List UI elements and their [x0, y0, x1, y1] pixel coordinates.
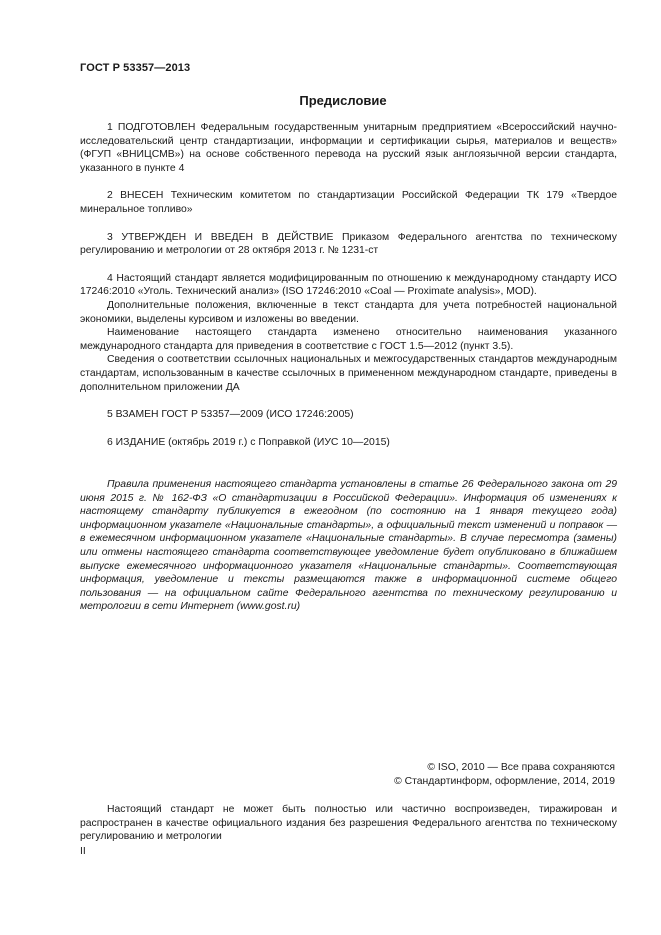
- foreword-paragraph: 2 ВНЕСЕН Техническим комитетом по стандартизации Российской Федерации ТК 179 «Твердое минеральное топливо»: [80, 190, 617, 215]
- reproduction-notice: Настоящий стандарт не может быть полностью или частично воспроизведен, тиражирован и распространен в качестве официального издания без разрешения Федерального агентства по техническому регулированию и метрологии: [80, 804, 617, 843]
- foreword-paragraph: Наименование настоящего стандарта изменено относительно наименования указанного международного стандарта для приведения в соответствие с ГОСТ 1.5—2012 (пункт 3.5).: [80, 327, 617, 352]
- copyright-block: [394, 761, 615, 789]
- foreword-paragraph: Сведения о соответствии ссылочных национальных и межгосударственных стандартов международным стандартам, использованным в качестве ссылочных в примененном международном стандарте, приведены в дополнительном приложении ДА: [80, 354, 617, 393]
- foreword-paragraph: 1 ПОДГОТОВЛЕН Федеральным государственным унитарным предприятием «Всероссийский научно-исследовательский центр стандартизации, информации и сертификации сырья, материалов и веществ» (ФГУП «ВНИЦСМВ») на основе собственного перевода на русский язык англоязычной версии стандарта, указанного в пункте 4: [80, 122, 617, 174]
- foreword-body: [80, 121, 617, 449]
- application-rules-notice: Правила применения настоящего стандарта установлены в статье 26 Федерального закона от 29 июня 2015 г. № 162-ФЗ «О стандартизации в Российской Федерации». Информация об изменениях к настоящему стандарту публикуется в ежегодном (по состоянию на 1 января текущего года) информационном указателе «Национальные стандарты», а официальный текст изменений и поправок — в ежемесячном информационном указателе «Национальные стандарты». В случае пересмотра (замены) или отмены настоящего стандарта соответствующее уведомление будет опубликовано в ближайшем выпуске ежемесячного информационного указателя «Национальные стандарты». Соответствующая информация, уведомление и тексты размещаются также в информационной системе общего пользования — на официальном сайте Федерального агентства по техническому регулированию и метрологии в сети Интернет (www.gost.ru): [80, 479, 617, 613]
- page-title: Предисловие: [299, 93, 387, 108]
- foreword-paragraph: Дополнительные положения, включенные в текст стандарта для учета потребностей национальной экономики, выделены курсивом и изложены во введении.: [80, 299, 617, 325]
- copyright-line: © ISO, 2010 — Все права сохраняются: [427, 762, 615, 773]
- foreword-paragraph: 6 ИЗДАНИЕ (октябрь 2019 г.) с Поправкой (ИУС 10—2015): [107, 436, 390, 448]
- page-number: II: [80, 846, 86, 857]
- foreword-paragraph: 3 УТВЕРЖДЕН И ВВЕДЕН В ДЕЙСТВИЕ Приказом Федерального агентства по техническому регулированию и метрологии от 28 октября 2013 г. № 1231-ст: [80, 231, 617, 257]
- foreword-paragraph: 5 ВЗАМЕН ГОСТ Р 53357—2009 (ИСО 17246:2005): [107, 409, 354, 421]
- copyright-line: © Стандартинформ, оформление, 2014, 2019: [394, 775, 615, 787]
- foreword-paragraph: 4 Настоящий стандарт является модифицированным по отношению к международному стандарту ИСО 17246:2010 «Уголь. Технический анализ» (ISO 17246:2010 «Coal — Proximate analysis», MOD).: [80, 272, 617, 298]
- standard-code: ГОСТ Р 53357—2013: [80, 62, 191, 74]
